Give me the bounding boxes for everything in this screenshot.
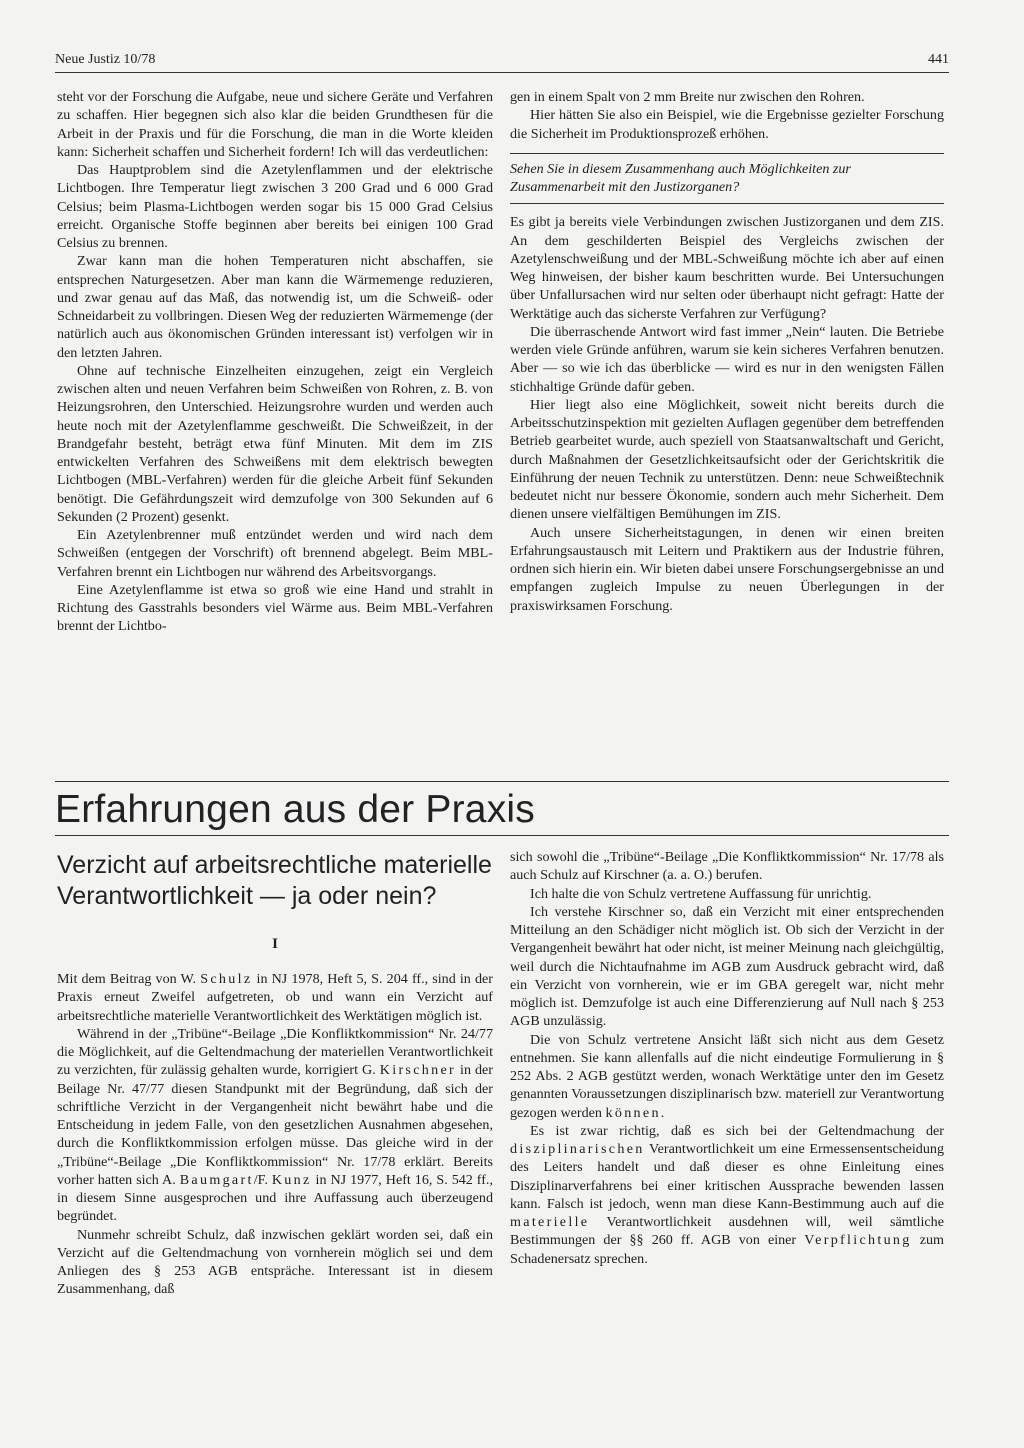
text: Verantwortlichkeit um eine Ermessensentscheidung des Leiters handelt und daß dieser es ohne Einleitung eines Disziplinarverfahrens bei einer kritischen Aussprache bewenden lassen kann. Falsch ist jedoch, wenn man diese Kann-Bestimmung auch auf die	[510, 1141, 944, 1212]
paragraph: steht vor der Forschung die Aufgabe, neue und sichere Geräte und Verfahren zu schaffen. Hier begegnen sich also klar die beiden Grundthesen für die Arbeit in der Praxis und für die Forschung, die man in die Worte kleiden kann: Sicherheit schaffen und Sicherheit fordern! Ich will das verdeutlichen:	[57, 89, 493, 160]
paragraph: Ich halte die von Schulz vertretene Auffassung für unrichtig.	[530, 885, 872, 902]
top-right-column	[510, 88, 944, 615]
paragraph: Das Hauptproblem sind die Azetylenflammen und der elektrische Lichtbogen. Ihre Temperatur liegt zwischen 3 200 Grad und 6 000 Grad Celsius; beim Plasma-Lichtbogen werden sogar bis 15 000 Grad Celsius erreicht. Organische Stoffe beginnen aber bereits bei einigen 100 Grad Celsius zu brennen.	[57, 162, 493, 251]
section-rule-bottom	[55, 835, 949, 836]
text: Während in der „Tribüne“-Beilage „Die Konfliktkommission“ Nr. 24/77 die Möglichkeit, auf die Geltendmachung der materiellen Verantwortlichkeit zu verzichten, für zulässig gehalten wurde, korrigiert G.	[57, 1025, 493, 1079]
emphasis: können	[605, 1104, 661, 1121]
interview-question: Sehen Sie in diesem Zusammenhang auch Möglichkeiten zur Zusammenarbeit mit den Justizorganen?	[510, 153, 944, 205]
section-title: Erfahrungen aus der Praxis	[55, 788, 535, 831]
paragraph: Auch unsere Sicherheitstagungen, in denen wir einen breiten Erfahrungsaustausch mit Leitern und Praktikern aus der Industrie führen, ordnen sich hierin ein. Wir bieten dabei unsere Forschungsergebnisse an und empfangen zugleich Impulse zu neuen Überlegungen in der praxiswirksamen Forschung.	[510, 524, 944, 614]
paragraph	[57, 970, 493, 1025]
text: Verantwortlichkeit ausdehnen will, weil sämtliche Bestimmungen der §§ 260 ff. AGB von einer	[510, 1214, 944, 1249]
text: /F.	[253, 1171, 268, 1188]
paragraph: gen in einem Spalt von 2 mm Breite nur zwischen den Rohren.	[510, 89, 865, 105]
paragraph	[510, 1031, 944, 1122]
paragraph: Hier liegt also eine Möglichkeit, soweit nicht bereits durch die Arbeitsschutzinspektion mit gezielten Auflagen gegenüber dem betreffenden Betrieb gearbeitet wurde, auch speziell von Staatsanwaltschaft und Gericht, durch Maßnahmen der Gesetzlichkeitsaufsicht oder der Gerichtskritik die Einführung der neuen Technik zu unterstützen. Denn: neue Schweißtechnik bedeutet nicht nur bessere Ökonomie, sondern auch mehr Sicherheit. Dem dienen unsere vielfältigen Bemühungen im ZIS.	[510, 396, 944, 523]
paragraph: sich sowohl die „Tribüne“-Beilage „Die Konfliktkommission“ Nr. 17/78 als auch Schulz auf Kirschner (a. a. O.) berufen.	[510, 849, 944, 884]
emphasis: Verpflichtung	[804, 1232, 912, 1249]
page-number: 441	[928, 52, 949, 67]
text: in NJ 1977, Heft 16, S. 542 ff., in diesem Sinne ausgesprochen und ihre Auffassung auch überzeugend begründet.	[57, 1171, 493, 1225]
emphasis: materielle	[510, 1214, 590, 1230]
paragraph: Nunmehr schreibt Schulz, daß inzwischen geklärt worden sei, daß ein Verzicht auf die Geltendmachung von vornherein möglich sei und dem Anliegen des § 253 AGB entspräche. Interessant ist in diesem Zusammenhang, daß	[57, 1226, 493, 1298]
article-part-number: I	[272, 936, 278, 952]
paragraph: Es gibt ja bereits viele Verbindungen zwischen Justizorganen und dem ZIS. An dem geschilderten Beispiel des Vergleichs zwischen der Azetylenschweißung und der MBL-Schweißung möchte ich aber auf einen Weg hinweisen, der bisher kaum beschritten wurde. Bei Untersuchungen über Unfallursachen wird nur selten oder überhaupt nicht gefragt: Hatte der Werktätige auch das sicherste Verfahren zur Verfügung?	[510, 214, 944, 322]
emphasis: disziplinarischen	[510, 1141, 645, 1157]
paragraph: Ein Azetylenbrenner muß entzündet werden und wird nach dem Schweißen (entgegen der Vorschrift) oft brennend abgelegt. Beim MBL-Verfahren brennt ein Lichtbogen nur während des Arbeitsvorgangs.	[57, 527, 493, 580]
author-name: Kunz	[271, 1171, 312, 1188]
section-rule-top	[55, 781, 949, 782]
text: in der Beilage Nr. 47/77 diesen Standpunkt mit der Begründung, daß sich der schriftliche Verzicht in der Vergangenheit nicht bewährt habe und die Entscheidung in jedem Falle, von den gesetzlichen Ausnahmen abgesehen, durch die Konfliktkommission erfolgen müsse. Das gleiche wird in der „Tribüne“-Beilage „Die Konfliktkommission“ Nr. 17/78 erklärt. Bereits vorher hatten sich A.	[57, 1062, 493, 1188]
paragraph: Die überraschende Antwort wird fast immer „Nein“ lauten. Die Betriebe werden viele Gründe anführen, warum sie kein sicheres Verfahren benutzen. Aber — so wie ich das überblicke — wird es nur in den wenigsten Fällen stichhaltige Gründe dafür geben.	[510, 323, 944, 395]
text: Die von Schulz vertretene Ansicht läßt sich nicht aus dem Gesetz entnehmen. Sie kann allenfalls auf die nicht eindeutige Formulierung in § 252 Abs. 2 AGB gestützt werden, wonach Werktätige unter den im Gesetz genannten Voraussetzungen disziplinarisch bzw. materiell zur Verantwortung gezogen werden	[510, 1031, 944, 1121]
article-right-column	[510, 848, 944, 1268]
top-left-column	[57, 88, 493, 636]
paragraph	[510, 1122, 944, 1268]
paragraph: Ohne auf technische Einzelheiten einzugehen, zeigt ein Vergleich zwischen alten und neuen Verfahren beim Schweißen von Rohren, z. B. von Heizungsrohren, den Unterschied. Heizungsrohre wurden und werden auch heute noch mit der Azetylenflamme geschweißt. Die Schweißzeit, in der Brandgefahr besteht, beträgt etwa fünf Minuten. Mit dem im ZIS entwickelten Verfahren des Schweißens mit dem elektrisch bewegten Lichtbogen (MBL-Verfahren) werden für die gleiche Arbeit fünf Sekunden benötigt. Die Gefährdungszeit wird demzufolge von 300 Sekunden auf 6 Sekunden (2 Prozent) gesenkt.	[57, 362, 493, 525]
author-name: Kirschner	[379, 1062, 457, 1079]
text: Mit dem Beitrag von W.	[57, 971, 197, 987]
text: zum Schadenersatz sprechen.	[510, 1232, 944, 1267]
text: Es ist zwar richtig, daß es sich bei der Geltendmachung der	[530, 1122, 944, 1139]
paragraph: Zwar kann man die hohen Temperaturen nicht abschaffen, sie entsprechen Naturgesetzen. Aber man kann die Wärmemenge reduzieren, und zwar genau auf das Maß, das notwendig ist, um die Schweiß- oder Schneidarbeit zu vollbringen. Diesen Weg der reduzierten Wärmemenge (der natürlich auch aus ökonomischen Gründen interessant ist) verfolgen wir in den letzten Jahren.	[57, 253, 493, 361]
text: in NJ 1978, Heft 5, S. 204 ff., sind in der Praxis erneut Zweifel aufgetreten, ob und wann ein Verzicht auf arbeitsrechtliche materielle Verantwortlichkeit des Werktätigen möglich ist.	[57, 971, 493, 1024]
author-name: Schulz	[200, 971, 253, 987]
paragraph	[57, 1025, 493, 1226]
paragraph: Hier hätten Sie also ein Beispiel, wie die Ergebnisse gezielter Forschung die Sicherheit im Produktionsprozeß erhöhen.	[510, 107, 944, 142]
paragraph: Ich verstehe Kirschner so, daß ein Verzicht mit einer entsprechenden Mitteilung an den Schädiger nicht möglich ist. Ob sich der Verzicht in der Vergangenheit bewährt hat oder nicht, ist meiner Meinung nach gleichgültig, weil durch die Nichtaufnahme im AGB zum Ausdruck gebracht wird, daß ein Verzicht von vornherein, wie er im GBA geregelt war, nicht mehr möglich ist. Demzufolge ist auch eine Differenzierung auf Null nach § 253 AGB unzulässig.	[510, 903, 944, 1030]
journal-title: Neue Justiz 10/78	[55, 52, 156, 67]
page-header	[55, 52, 949, 73]
paragraph: Eine Azetylenflamme ist etwa so groß wie eine Hand und strahlt in Richtung des Gasstrahls besonders viel Wärme aus. Beim MBL-Verfahren brennt der Lichtbo-	[57, 581, 493, 635]
article-title: Verzicht auf arbeitsrechtliche materielle Verantwortlichkeit — ja oder nein?	[57, 851, 492, 910]
text: .	[660, 1104, 665, 1121]
article-left-column	[57, 970, 493, 1299]
author-name: Baumgart	[179, 1171, 254, 1188]
